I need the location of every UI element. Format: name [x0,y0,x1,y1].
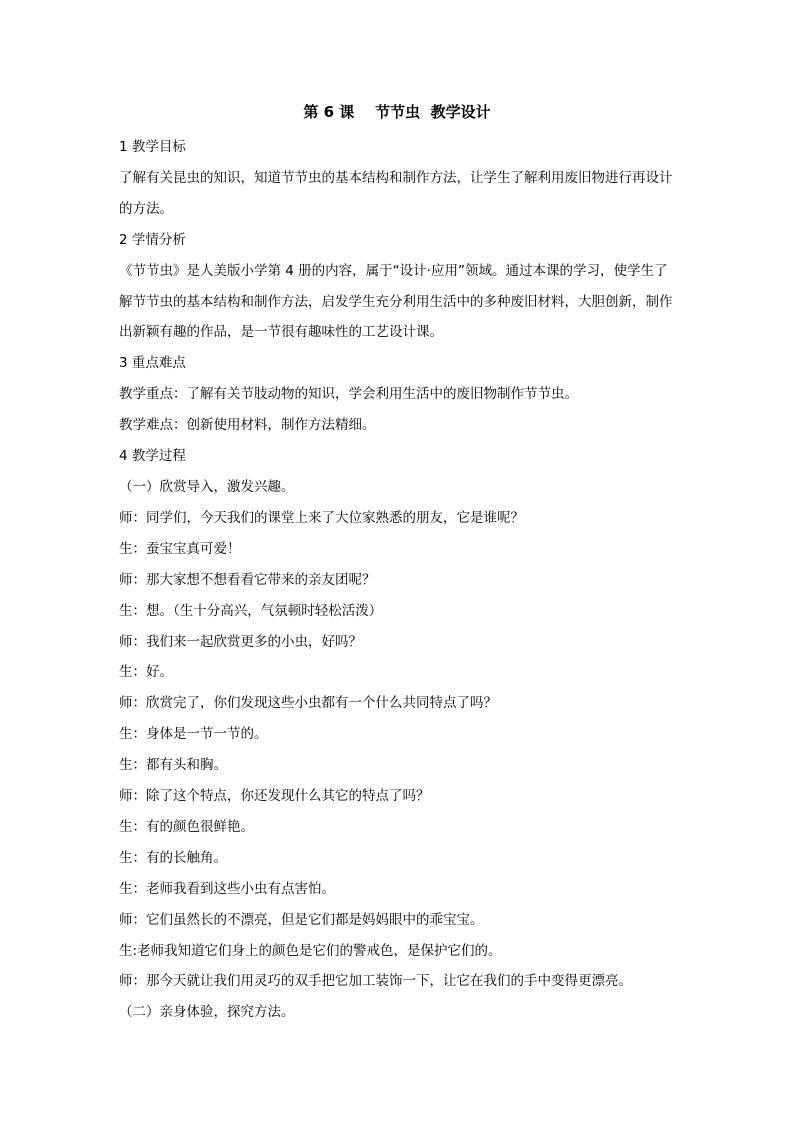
dialogue-line: 师：它们虽然长的不漂亮，但是它们都是妈妈眼中的乖宝宝。 [119,911,484,928]
dialogue-line: 生：身体是一节一节的。 [119,726,268,743]
dialogue-line: 生：蚕宝宝真可爱！ [119,540,241,557]
paragraph-difficulty: 教学难点：创新使用材料，制作方法精细。 [119,417,376,434]
document-title: 第 6 课 节节虫 教学设计 [303,103,491,121]
dialogue-line: 生：都有头和胸。 [119,757,227,774]
dialogue-line: 生：有的颜色很鲜艳。 [119,818,254,835]
paragraph-key-point: 教学重点：了解有关节肢动物的知识，学会利用生活中的废旧物制作节节虫。 [119,386,578,403]
section-heading-objectives: 1 教学目标 [119,139,186,155]
paragraph-objectives: 了解有关昆虫的知识，知道节节虫的基本结构和制作方法，让学生了解利用废旧物进行再设计的方法。 [119,169,673,217]
dialogue-line: 师：除了这个特点，你还发现什么其它的特点了吗？ [119,788,430,805]
subsection-heading: （一）欣赏导入，激发兴趣。 [119,478,295,495]
dialogue-line: 生：有的长触角。 [119,849,227,866]
dialogue-line: 师：那大家想不想看看它带来的亲友团呢？ [119,571,376,588]
dialogue-line: 生：想。（生十分高兴，气氛顿时轻松活泼） [119,602,383,619]
document-body [119,132,679,1028]
paragraph-analysis: 《节节虫》是人美版小学第 4 册的内容，属于“设计·应用”领域。通过本课的学习，使学生了解节节虫的基本结构和制作方法，启发学生充分利用生活中的多种废旧材料，大胆创新，制作出新颖有趣的作品，是一节很有趣味性的工艺设计课。 [119,262,673,341]
dialogue-line: 师：欣赏完了，你们发现这些小虫都有一个什么共同特点了吗？ [119,695,497,712]
dialogue-line: 生：老师我看到这些小虫有点害怕。 [119,880,335,897]
subsection-heading: （二）亲身体验，探究方法。 [119,1004,295,1021]
dialogue-line: 生：好。 [119,664,173,681]
dialogue-line: 师：同学们，今天我们的课堂上来了大位家熟悉的朋友，它是谁呢？ [119,509,524,526]
dialogue-line: 师：那今天就让我们用灵巧的双手把它加工装饰一下，让它在我们的手中变得更漂亮。 [119,973,632,990]
section-heading-key-points: 3 重点难点 [119,355,186,372]
section-heading-analysis: 2 学情分析 [119,231,186,248]
dialogue-line: 师：我们来一起欣赏更多的小虫，好吗？ [119,633,362,650]
dialogue-line: 生:老师我知道它们身上的颜色是它们的警戒色，是保护它们的。 [119,942,502,959]
section-heading-process: 4 教学过程 [119,448,186,465]
